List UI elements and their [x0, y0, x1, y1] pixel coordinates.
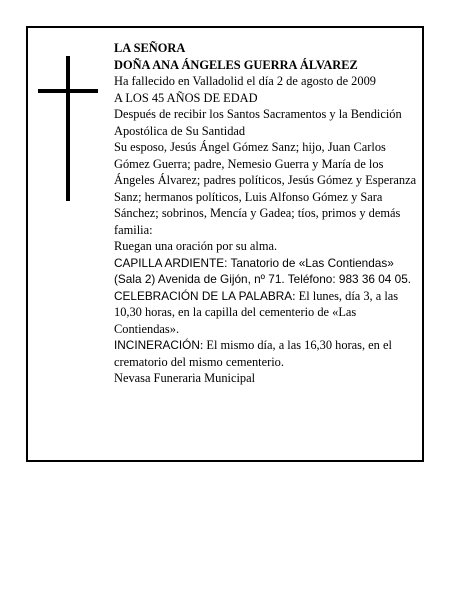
- celebration-text: : El lunes, día 3, a las 10,30 horas, en la capilla del cementerio de «Las Contiendas».: [114, 288, 399, 336]
- cross-vertical-bar: [66, 56, 70, 201]
- obituary-notice: [26, 26, 424, 462]
- incineration-info: [114, 337, 422, 370]
- cross-icon: [38, 56, 98, 201]
- chapel-info: [114, 255, 422, 288]
- death-info: Ha fallecido en Valladolid el día 2 de agosto de 2009: [114, 74, 376, 88]
- cross-horizontal-bar: [38, 89, 98, 93]
- family-list: Su esposo, Jesús Ángel Gómez Sanz; hijo, Juan Carlos Gómez Guerra; padre, Nemesio Guerra y María de los Ángeles Álvarez; padres políticos, Jesús Gómez y Esperanza Sanz; hermanos políticos, Luis Alfonso Gómez y Sara Sánchez; sobrinos, Mencía y Gadea; tíos, primos y demás familia:: [114, 140, 417, 237]
- incineration-label: INCINERACIÓN: [114, 338, 200, 352]
- chapel-label: CAPILLA ARDIENTE: [114, 255, 225, 270]
- deceased-name: DOÑA ANA ÁNGELES GUERRA ÁLVAREZ: [114, 57, 358, 72]
- funeral-home: Nevasa Funeraria Municipal: [114, 371, 256, 385]
- notice-title-line1: LA SEÑORA: [114, 41, 186, 55]
- celebration-label: CELEBRACIÓN DE LA PALABRA: [114, 288, 293, 303]
- notice-text: [114, 40, 422, 387]
- chapel-text: : Tanatorio de «Las Contiendas» (Sala 2) Avenida de Gijón, nº 71. Teléfono: 983 36 04 05.: [114, 255, 412, 286]
- celebration-info: [114, 288, 422, 338]
- incineration-text: : El mismo día, a las 16,30 horas, en el crematorio del mismo cementerio.: [114, 338, 392, 369]
- age-line: A LOS 45 AÑOS DE EDAD: [114, 90, 258, 105]
- prayer-request: Ruegan una oración por su alma.: [114, 239, 278, 253]
- sacraments-line: Después de recibir los Santos Sacramentos y la Bendición Apostólica de Su Santidad: [114, 107, 402, 138]
